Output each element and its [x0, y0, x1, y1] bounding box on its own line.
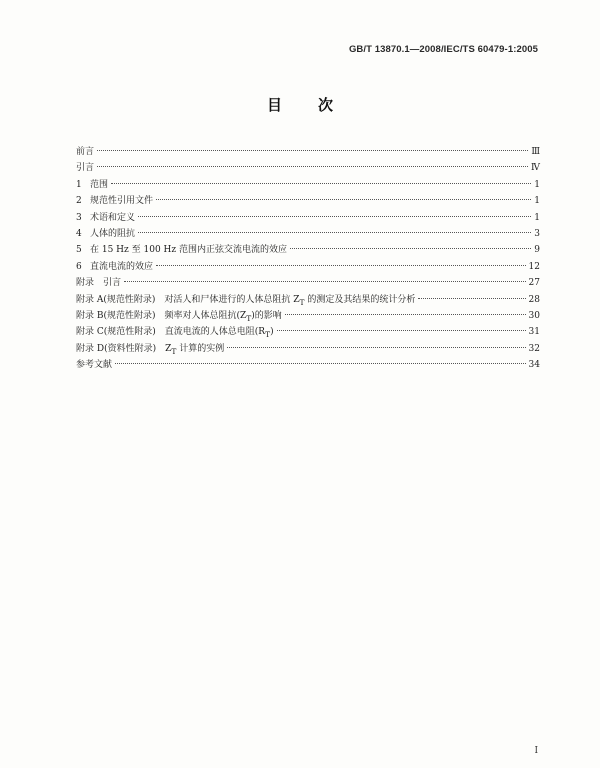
- toc-entry-number: 4: [76, 228, 82, 239]
- toc-entry-page: Ⅲ: [531, 147, 540, 157]
- toc-entry[interactable]: [76, 242, 540, 258]
- toc-leader-dots: [156, 265, 526, 266]
- toc-entry[interactable]: [76, 259, 540, 275]
- toc-entry-page: 34: [528, 360, 540, 371]
- toc-entry-label: 附录 D(资料性附录) $Z_T$ 计算的实例: [76, 343, 225, 356]
- toc-entry-page: 27: [528, 278, 540, 289]
- toc-entry-page: 32: [528, 343, 540, 354]
- toc-entry[interactable]: [76, 357, 540, 373]
- toc-entry-page: 1: [534, 212, 540, 223]
- title-char-2: 次: [318, 96, 334, 114]
- toc-entry[interactable]: [76, 210, 540, 226]
- toc-entry-label: 人体的阻抗: [90, 228, 136, 239]
- toc-entry[interactable]: [76, 226, 540, 242]
- toc-entry[interactable]: [76, 292, 540, 308]
- toc-entry-number: 3: [76, 212, 82, 223]
- toc-entry-page: 9: [534, 245, 540, 256]
- toc-entry-number: 6: [76, 261, 82, 272]
- toc-leader-dots: [156, 199, 531, 200]
- toc-entry-page: 3: [534, 228, 540, 239]
- toc-entry-label: 附录 A(规范性附录) 对活人和尸体进行的人体总阻抗 $Z_T$ 的测定及其结果的统计分析: [76, 294, 416, 307]
- toc-entry-label: 附录 C(规范性附录) 直流电流的人体总电阻$(R_T)$: [76, 327, 274, 340]
- toc-entry[interactable]: [76, 193, 540, 209]
- page-title: [0, 94, 600, 115]
- toc-leader-dots: [285, 314, 526, 315]
- toc-entry-label: 附录 B(规范性附录) 频率对人体总阻抗$(Z_T)$的影响: [76, 310, 282, 323]
- toc-leader-dots: [418, 298, 525, 299]
- toc-entry-page: 1: [534, 179, 540, 190]
- toc-leader-dots: [111, 183, 531, 184]
- toc-entry[interactable]: [76, 160, 540, 176]
- toc-leader-dots: [97, 150, 528, 151]
- toc-leader-dots: [115, 363, 526, 364]
- toc-entry-page: 30: [528, 310, 540, 321]
- standard-code-header: GB/T 13870.1—2008/IEC/TS 60479-1:2005: [348, 44, 538, 55]
- toc-entry-label: 术语和定义: [90, 212, 136, 223]
- toc-entry[interactable]: [76, 177, 540, 193]
- toc-entry[interactable]: [76, 324, 540, 340]
- toc-leader-dots: [138, 216, 531, 217]
- toc-leader-dots: [124, 281, 526, 282]
- toc-entry-label: 引言: [76, 163, 95, 174]
- toc-entry-label: 范围: [90, 179, 109, 190]
- table-of-contents: [76, 144, 540, 373]
- toc-entry-label: 规范性引用文件: [90, 196, 154, 207]
- toc-entry-label: 直流电流的效应: [90, 261, 154, 272]
- toc-entry-number: 1: [76, 179, 82, 190]
- toc-entry-page: 12: [528, 261, 540, 272]
- toc-entry-page: Ⅳ: [531, 163, 540, 174]
- toc-entry-page: 31: [528, 327, 540, 338]
- toc-leader-dots: [97, 166, 528, 167]
- toc-leader-dots: [290, 248, 531, 249]
- toc-entry-label: 前言: [76, 147, 95, 157]
- toc-entry[interactable]: [76, 308, 540, 324]
- toc-entry-label: 参考文献: [76, 360, 113, 371]
- toc-entry-label: 附录 引言: [76, 278, 122, 289]
- toc-entry-number: 2: [76, 196, 82, 207]
- toc-leader-dots: [227, 347, 525, 348]
- toc-entry[interactable]: [76, 144, 540, 160]
- title-char-1: 目: [266, 96, 282, 114]
- toc-entry-page: 1: [534, 196, 540, 207]
- toc-leader-dots: [277, 330, 526, 331]
- toc-entry-label: 在 15 Hz 至 100 Hz 范围内正弦交流电流的效应: [90, 245, 287, 256]
- toc-entry-number: 5: [76, 245, 82, 256]
- toc-entry[interactable]: [76, 275, 540, 291]
- toc-entry[interactable]: [76, 341, 540, 357]
- toc-entry-page: 28: [528, 294, 540, 305]
- toc-leader-dots: [138, 232, 531, 233]
- page-number: I: [534, 746, 538, 756]
